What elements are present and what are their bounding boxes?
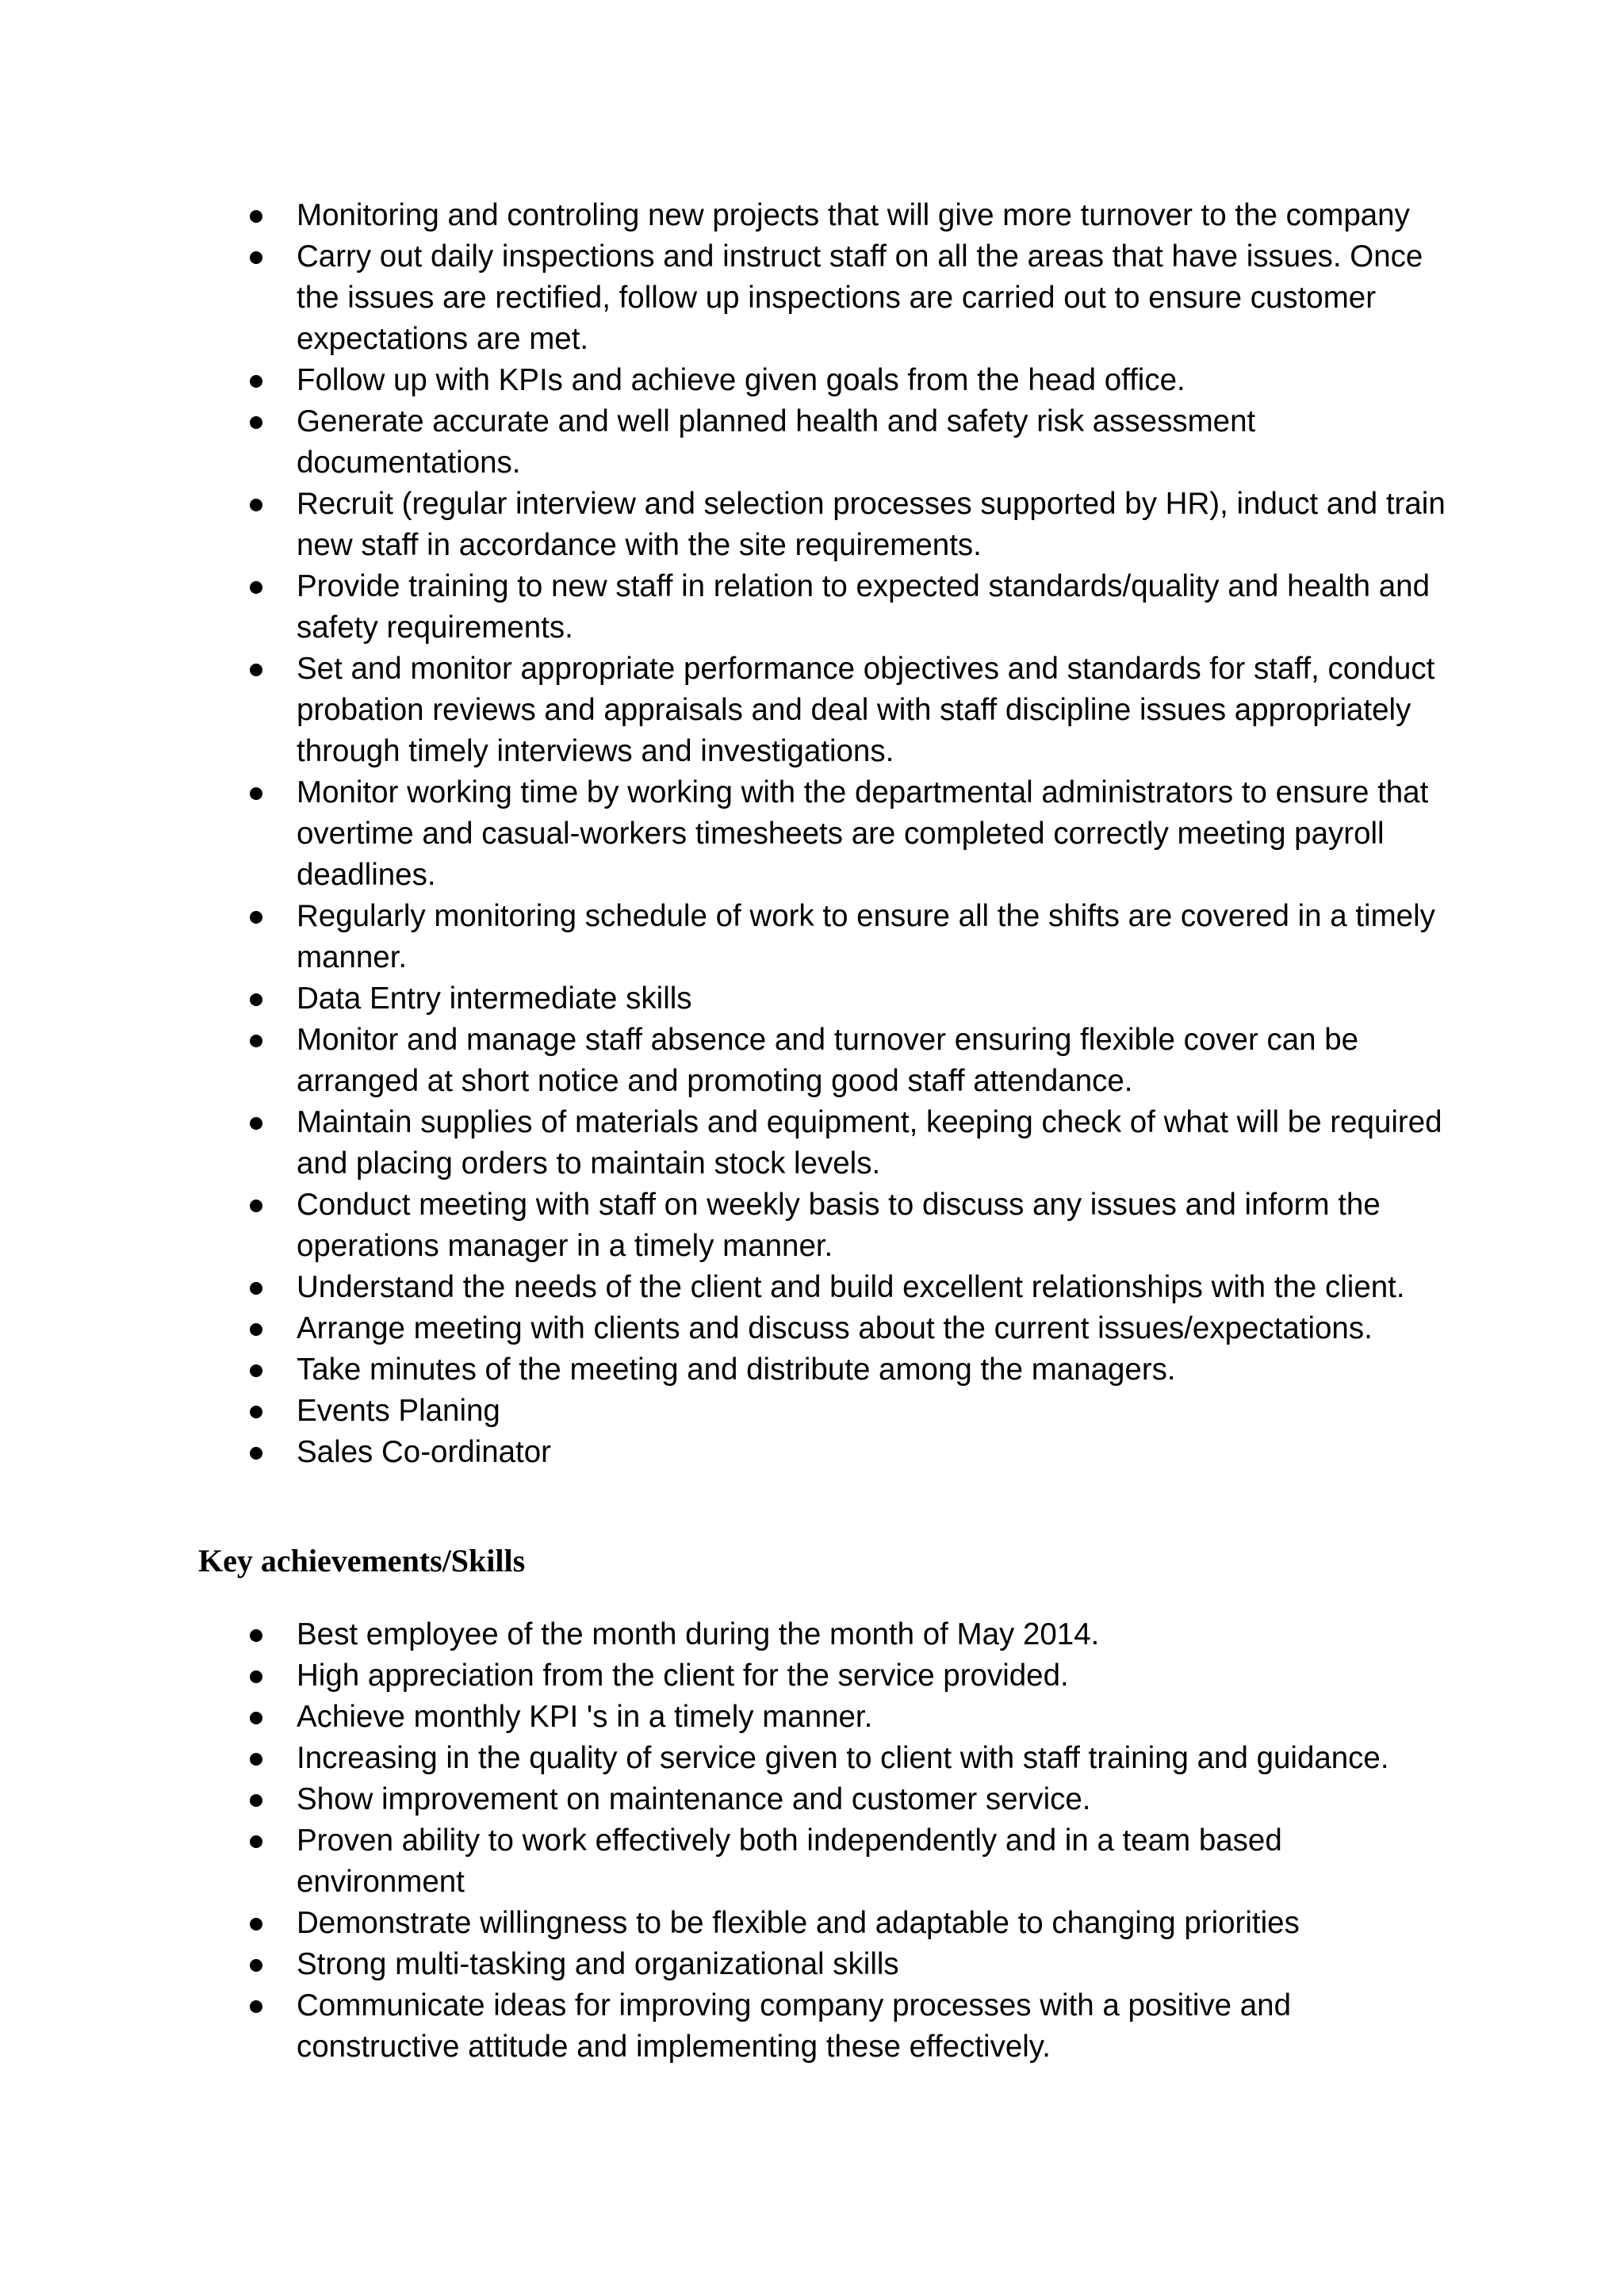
list-item-text: Maintain supplies of materials and equipment, keeping check of what will be required and placing orders to maintain stock levels. [297, 1105, 1442, 1181]
list-item-text: Carry out daily inspections and instruct staff on all the areas that have issues. Once the issues are rectified, follow up inspections are carried out to ensure customer expectations are met. [297, 239, 1423, 356]
bullet-icon [250, 1323, 262, 1336]
section-heading: Key achievements/Skills [198, 1543, 526, 1578]
list-item-text: Increasing in the quality of service given to client with staff training and guidance. [297, 1741, 1389, 1775]
list-item [0, 1308, 1624, 1349]
list-item-text: Show improvement on maintenance and customer service. [297, 1782, 1091, 1816]
list-item-text: Take minutes of the meeting and distribute among the managers. [297, 1353, 1176, 1387]
list-item [0, 1614, 1624, 1655]
list-item-text: Provide training to new staff in relation to expected standards/quality and health and safety requirements. [297, 569, 1430, 645]
bullet-icon [250, 1918, 262, 1931]
list-item-text: Demonstrate willingness to be flexible and adaptable to changing priorities [297, 1906, 1300, 1940]
list-item-text: Achieve monthly KPI 's in a timely manner. [297, 1700, 873, 1734]
list-item [0, 772, 1624, 896]
list-item-text: Monitor and manage staff absence and turnover ensuring flexible cover can be arranged at short notice and promoting good staff attendance. [297, 1023, 1359, 1098]
list-item [0, 1697, 1624, 1738]
bullet-icon [250, 664, 262, 676]
list-item [0, 1779, 1624, 1820]
bullet-icon [250, 1200, 262, 1212]
bullet-icon [250, 1035, 262, 1047]
list-item [0, 1432, 1624, 1473]
list-item [0, 1985, 1624, 2068]
list-item-text: Strong multi-tasking and organizational skills [297, 1947, 899, 1981]
list-item [0, 896, 1624, 978]
list-item-text: Understand the needs of the client and build excellent relationships with the client. [297, 1270, 1405, 1304]
list-item [0, 360, 1624, 401]
bullet-icon [250, 1406, 262, 1418]
list-item-text: Best employee of the month during the month of May 2014. [297, 1617, 1100, 1651]
bullet-icon [250, 1629, 262, 1642]
list-item-text: Generate accurate and well planned health and safety risk assessment documentations. [297, 404, 1256, 480]
bullet-icon [250, 1364, 262, 1377]
list-item [0, 1903, 1624, 1944]
list-item-text: Communicate ideas for improving company processes with a positive and constructive attitude and implementing these effectively. [297, 1988, 1291, 2064]
list-item-text: Arrange meeting with clients and discuss about the current issues/expectations. [297, 1311, 1373, 1345]
list-item [0, 236, 1624, 360]
list-item [0, 649, 1624, 772]
list-item [0, 1820, 1624, 1903]
list-item-text: Recruit (regular interview and selection processes supported by HR), induct and train new staff in accordance with the site requirements. [297, 487, 1446, 562]
list-item-text: Proven ability to work effectively both independently and in a team based environment [297, 1823, 1282, 1899]
list-item [0, 1020, 1624, 1102]
bullet-icon [250, 787, 262, 800]
list-item [0, 978, 1624, 1020]
list-item-text: High appreciation from the client for the service provided. [297, 1659, 1069, 1693]
list-item [0, 195, 1624, 236]
bullet-icon [250, 1117, 262, 1130]
list-item [0, 1102, 1624, 1184]
list-item-text: Regularly monitoring schedule of work to ensure all the shifts are covered in a timely manner. [297, 899, 1435, 974]
bullet-icon [250, 1447, 262, 1460]
achievements-list [0, 1614, 1624, 2068]
list-item [0, 1738, 1624, 1779]
list-item [0, 1267, 1624, 1308]
list-item [0, 1655, 1624, 1697]
bullet-icon [250, 1282, 262, 1295]
list-item-text: Data Entry intermediate skills [297, 982, 692, 1016]
responsibilities-list [0, 195, 1624, 1473]
bullet-icon [250, 911, 262, 924]
bullet-icon [250, 581, 262, 594]
bullet-icon [250, 375, 262, 388]
bullet-icon [250, 1794, 262, 1807]
bullet-icon [250, 1712, 262, 1724]
list-item-text: Monitoring and controling new projects that will give more turnover to the company [297, 198, 1410, 232]
bullet-icon [250, 210, 262, 223]
bullet-icon [250, 1753, 262, 1766]
bullet-icon [250, 1670, 262, 1683]
list-item-text: Conduct meeting with staff on weekly basis to discuss any issues and inform the operations manager in a timely manner. [297, 1188, 1381, 1263]
bullet-icon [250, 2000, 262, 2013]
list-item [0, 566, 1624, 649]
list-item [0, 401, 1624, 484]
bullet-icon [250, 1959, 262, 1972]
list-item-text: Set and monitor appropriate performance objectives and standards for staff, conduct probation reviews and appraisals and deal with staff discipline issues appropriately through timely interviews and investigations. [297, 652, 1435, 768]
list-item [0, 1944, 1624, 1985]
list-item [0, 1391, 1624, 1432]
list-item [0, 1184, 1624, 1267]
list-item [0, 484, 1624, 566]
list-item-text: Sales Co-ordinator [297, 1435, 551, 1469]
list-item-text: Follow up with KPIs and achieve given goals from the head office. [297, 363, 1185, 397]
list-item-text: Monitor working time by working with the departmental administrators to ensure that overtime and casual-workers timesheets are completed correctly meeting payroll deadlines. [297, 775, 1429, 892]
bullet-icon [250, 251, 262, 264]
list-item [0, 1349, 1624, 1391]
bullet-icon [250, 499, 262, 511]
bullet-icon [250, 416, 262, 429]
bullet-icon [250, 1835, 262, 1848]
bullet-icon [250, 993, 262, 1006]
list-item-text: Events Planing [297, 1394, 500, 1428]
